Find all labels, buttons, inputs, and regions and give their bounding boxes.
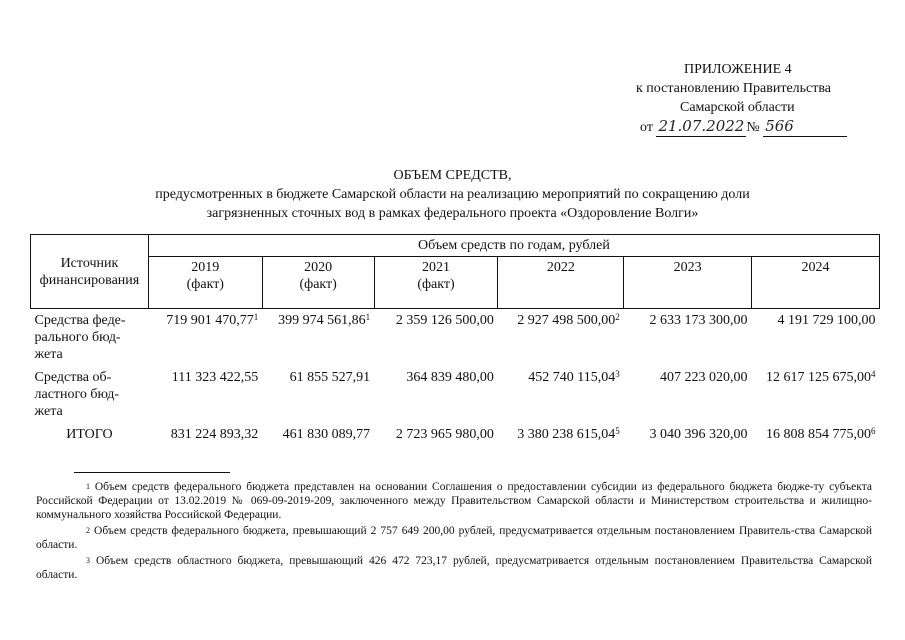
footnote-separator [74,472,230,473]
value-cell: 2 723 965 980,00 [395,427,494,442]
appendix-date-line [600,117,900,137]
year-header: 2024 [752,257,880,309]
value-cell: 399 974 561,86$^1$ [278,312,371,328]
appendix-resolution: к постановлению Правительства [636,81,832,96]
value-cell: 111 323 422,55 [171,370,259,385]
year-header: 2019 (факт) [148,257,262,309]
footnote: $^3$ Объем средств областного бюджета, превышающий 426 472 723,17 рублей, предусматривается отдельным постановлением Правительства Самарской области. [36,555,872,581]
footnote: $^1$ Объем средств федерального бюджета представлен на основании Соглашения о предоставлении субсидии из федерального бюджета бюдже-ту субъекта Российской Федерации от 13.02.2019 № 069-09-2019-209, заключенного между Правительством Самарской области и Министерством строительства и жилищно-коммунального хозяйства Российской Федерации. [36,481,872,521]
value-cell: 461 830 089,77 [282,427,371,442]
table-row [31,366,880,423]
appendix-number: ПРИЛОЖЕНИЕ 4 [684,62,792,77]
budget-table [30,234,880,446]
title-line-3: загрязненных сточных вод в рамках федерального проекта «Оздоровление Волги» [206,206,699,221]
value-cell: 831 224 893,32 [170,427,259,442]
title-line-2: предусмотренных в бюджете Самарской области на реализацию мероприятий по сокращению доли [155,187,750,202]
year-header: 2021 (факт) [374,257,498,309]
table-row [31,423,880,446]
handwritten-number: 566 [763,117,847,137]
title-line-1: ОБЪЕМ СРЕДСТВ, [393,168,512,183]
source-cell: Средства об-ластного бюд-жета [34,370,120,419]
date-prefix: от [640,120,653,135]
value-cell: 364 839 480,00 [406,370,494,385]
year-header: 2020 (факт) [262,257,374,309]
source-header: Источник финансирования [31,235,149,309]
value-cell: 2 927 498 500,00$^2$ [517,312,620,328]
value-cell: 3 380 238 615,04$^5$ [517,426,620,442]
value-cell: 3 040 396 320,00 [649,427,748,442]
handwritten-date: 21.07.2022 [658,117,745,135]
source-cell: Средства феде-ральногo бюд-жета [34,313,126,362]
appendix-block [600,60,900,137]
footnote: $^2$ Объем средств федерального бюджета, превышающий 2 757 649 200,00 рублей, предусматривается отдельным постановлением Правитель-ства Самарской области. [36,525,873,551]
year-header: 2022 [498,257,624,309]
value-cell: 16 808 854 775,00$^6$ [766,426,876,442]
document-title [0,166,905,223]
value-cell: 452 740 115,04$^3$ [528,369,620,385]
group-header: Объем средств по годам, рублей [148,235,879,257]
table-row [31,309,880,367]
value-cell: 2 633 173 300,00 [649,313,748,328]
number-prefix: № [746,120,760,135]
value-cell: 4 191 729 100,00 [777,313,876,328]
footnotes [36,480,872,584]
value-cell: 719 901 470,77$^1$ [166,312,259,328]
value-cell: 12 617 125 675,00$^4$ [766,369,876,385]
year-header: 2023 [624,257,752,309]
total-label: ИТОГО [66,427,113,442]
appendix-region: Самарской области [680,100,795,115]
value-cell: 61 855 527,91 [289,370,371,385]
value-cell: 2 359 126 500,00 [395,313,494,328]
value-cell: 407 223 020,00 [660,370,748,385]
